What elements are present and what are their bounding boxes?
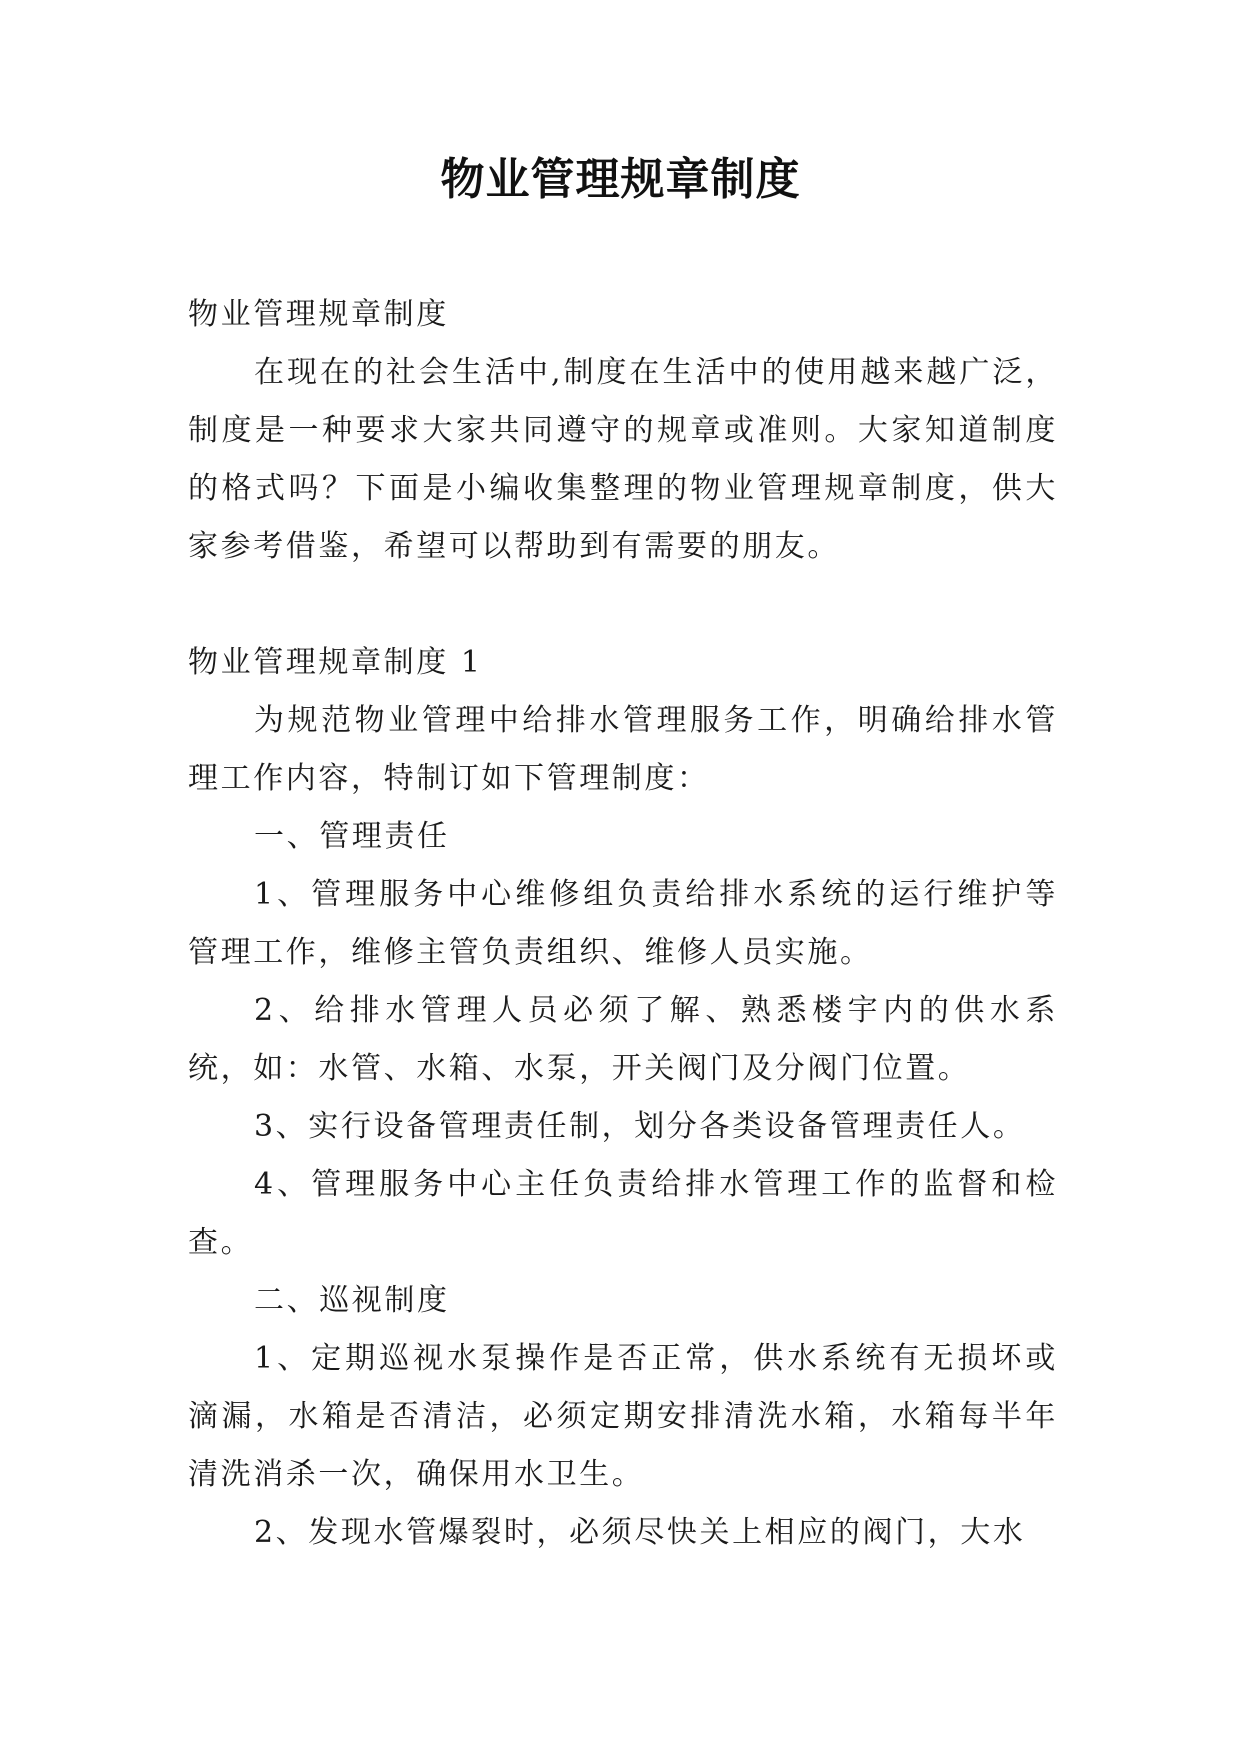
- part-1-item: 3、实行设备管理责任制，划分各类设备管理责任人。: [254, 1109, 1026, 1144]
- document-title: 物业管理规章制度: [440, 154, 801, 205]
- intro-heading: 物业管理规章制度: [188, 297, 449, 332]
- section-1-intro: 为规范物业管理中给排水管理服务工作，明确给排水管理工作内容，特制订如下管理制度：: [188, 703, 1058, 796]
- part-2-heading: 二、巡视制度: [254, 1283, 450, 1318]
- part-2-item: 2、发现水管爆裂时，必须尽快关上相应的阀门，大水: [254, 1515, 1026, 1550]
- intro-paragraph: 在现在的社会生活中,制度在生活中的使用越来越广泛，制度是一种要求大家共同遵守的规章或准则。大家知道制度的格式吗？下面是小编收集整理的物业管理规章制度，供大家参考借鉴，希望可以帮助到有需要的朋友。: [188, 355, 1058, 564]
- document-body: [188, 286, 1058, 1562]
- part-1-heading: 一、管理责任: [254, 819, 450, 854]
- section-1-heading: 物业管理规章制度 1: [188, 645, 483, 680]
- part-1-item: 1、管理服务中心维修组负责给排水系统的运行维护等管理工作，维修主管负责组织、维修人员实施。: [188, 877, 1058, 970]
- part-2-item: 1、定期巡视水泵操作是否正常，供水系统有无损坏或滴漏，水箱是否清洁，必须定期安排清洗水箱，水箱每半年清洗消杀一次，确保用水卫生。: [188, 1341, 1058, 1492]
- part-1-item: 4、管理服务中心主任负责给排水管理工作的监督和检查。: [188, 1167, 1058, 1260]
- part-1-item: 2、给排水管理人员必须了解、熟悉楼宇内的供水系统，如：水管、水箱、水泵，开关阀门及分阀门位置。: [188, 993, 1058, 1086]
